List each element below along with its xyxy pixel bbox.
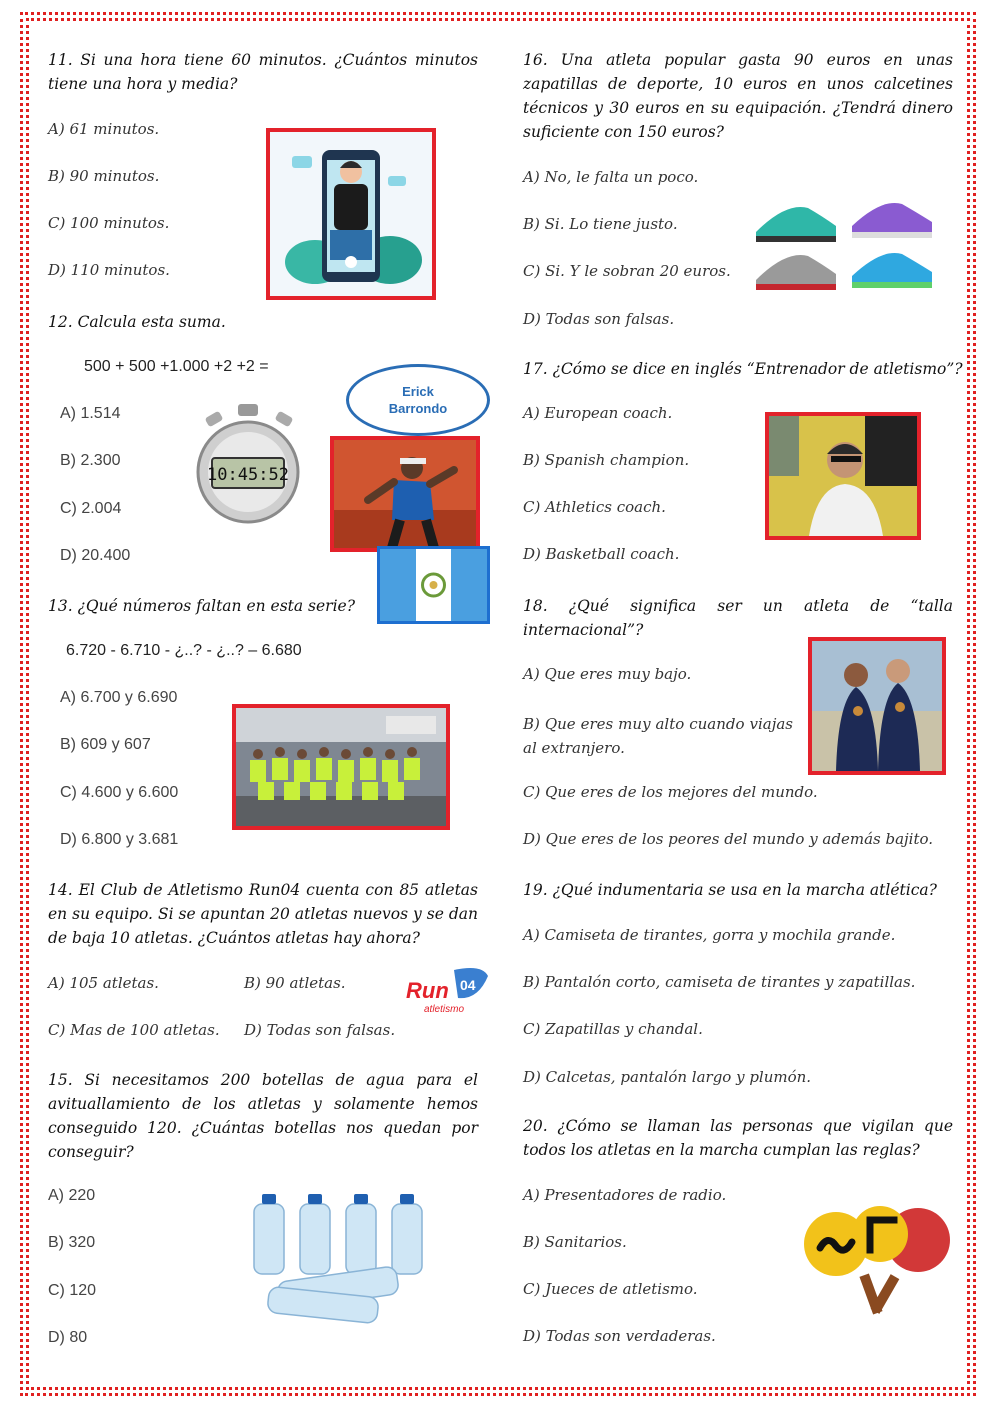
q15-option-d[interactable]: D) 80 (48, 1329, 88, 1346)
q19-option-a[interactable]: A) Camiseta de tirantes, gorra y mochila grande. (523, 926, 896, 944)
q17-option-a[interactable]: A) European coach. (523, 404, 673, 422)
q19-option-b[interactable]: B) Pantalón corto, camiseta de tirantes y zapatillas. (523, 973, 916, 991)
trainer-icon (270, 132, 432, 296)
q17-option-d[interactable]: D) Basketball coach. (523, 545, 680, 563)
svg-text:04: 04 (460, 977, 476, 993)
q15-option-c[interactable]: C) 120 (48, 1282, 97, 1299)
q17-option-c[interactable]: C) Athletics coach. (523, 498, 666, 516)
q18-option-b[interactable]: B) Que eres muy alto cuando viajas al extranjero. (523, 715, 793, 757)
q16-option-a[interactable]: A) No, le falta un poco. (523, 168, 699, 186)
stopwatch-icon (190, 400, 306, 530)
q18-option-a[interactable]: A) Que eres muy bajo. (523, 665, 692, 683)
stopwatch-image (190, 400, 306, 530)
club-logo-icon (402, 962, 492, 1022)
q12-option-a[interactable]: A) 1.514 (60, 405, 121, 422)
flag-icon (380, 549, 487, 621)
judge-paddles-icon (800, 1204, 954, 1320)
team-group-icon (236, 708, 446, 826)
q18-option-d[interactable]: D) Que eres de los peores del mundo y además bajito. (523, 830, 934, 848)
sum-equation: 500 + 500 +1.000 +2 +2 = (84, 358, 269, 375)
q15-option-a[interactable]: A) 220 (48, 1187, 96, 1204)
question-14: 14. El Club de Atletismo Run04 cuenta con 85 atletas en su equipo. Si se apuntan 20 atletas nuevos y se dan de baja 10 atletas. ¿Cuántos atletas hay ahora? (48, 881, 478, 947)
svg-text:atletismo: atletismo (424, 1004, 465, 1015)
question-19: 19. ¿Qué indumentaria se usa en la marcha atlética? (523, 881, 937, 899)
q14-option-d[interactable]: D) Todas son falsas. (244, 1021, 396, 1039)
q14-option-b[interactable]: B) 90 atletas. (244, 974, 346, 992)
question-12: 12. Calcula esta suma. (48, 313, 226, 331)
q12-option-c[interactable]: C) 2.004 (60, 500, 122, 517)
q20-option-b[interactable]: B) Sanitarios. (523, 1233, 627, 1251)
athletes-medal-icon (812, 641, 942, 771)
q19-option-d[interactable]: D) Calcetas, pantalón largo y plumón. (523, 1068, 812, 1086)
q16-option-c[interactable]: C) Si. Y le sobran 20 euros. (523, 262, 731, 280)
bottles-icon (248, 1188, 434, 1328)
q11-option-a[interactable]: A) 61 minutos. (48, 120, 160, 138)
q13-option-a[interactable]: A) 6.700 y 6.690 (60, 689, 178, 706)
runner-icon (334, 440, 476, 548)
q14-option-c[interactable]: C) Mas de 100 atletas. (48, 1021, 220, 1039)
run04-logo (402, 962, 492, 1022)
medal-photo (808, 637, 946, 775)
q20-option-c[interactable]: C) Jueces de atletismo. (523, 1280, 698, 1298)
question-13: 13. ¿Qué números faltan en esta serie? (48, 597, 356, 615)
coach-photo (765, 412, 921, 540)
q16-option-d[interactable]: D) Todas son falsas. (523, 310, 675, 328)
number-series: 6.720 - 6.710 - ¿..? - ¿..? – 6.680 (66, 642, 302, 659)
water-bottles-image (248, 1188, 434, 1328)
sneakers-icon (752, 196, 938, 300)
question-16: 16. Una atleta popular gasta 90 euros en unas zapatillas de deporte, 10 euros en unos calcetines técnicos y 30 euros en su equipación. ¿Tendrá dinero suficiente con 150 euros? (523, 51, 953, 141)
q15-option-b[interactable]: B) 320 (48, 1234, 96, 1251)
q20-option-a[interactable]: A) Presentadores de radio. (523, 1186, 727, 1204)
q13-option-b[interactable]: B) 609 y 607 (60, 736, 151, 753)
q11-option-b[interactable]: B) 90 minutos. (48, 167, 160, 185)
stopwatch-display: 10:45:52 (207, 465, 289, 485)
question-11: 11. Si una hora tiene 60 minutos. ¿Cuántos minutos tiene una hora y media? (48, 51, 478, 93)
q20-option-d[interactable]: D) Todas son verdaderas. (523, 1327, 716, 1345)
q17-option-b[interactable]: B) Spanish champion. (523, 451, 690, 469)
judge-paddles-image (800, 1204, 954, 1320)
question-20: 20. ¿Cómo se llaman las personas que vigilan que todos los atletas en la marcha cumplan las reglas? (523, 1117, 953, 1159)
athlete-name: Erick Barrondo (388, 384, 448, 416)
sneakers-image (752, 196, 938, 300)
q13-option-c[interactable]: C) 4.600 y 6.600 (60, 784, 179, 801)
fitness-illustration (266, 128, 436, 300)
guatemala-flag (377, 546, 490, 624)
q16-option-b[interactable]: B) Si. Lo tiene justo. (523, 215, 678, 233)
question-15: 15. Si necesitamos 200 botellas de agua para el avituallamiento de los atletas y solamente hemos conseguido 120. ¿Cuántas botellas nos quedan por conseguir? (48, 1071, 478, 1161)
team-photo (232, 704, 450, 830)
svg-text:Run: Run (406, 978, 449, 1003)
q13-option-d[interactable]: D) 6.800 y 3.681 (60, 831, 179, 848)
question-18: 18. ¿Qué significa ser un atleta de “talla internacional”? (523, 597, 953, 639)
q19-option-c[interactable]: C) Zapatillas y chandal. (523, 1020, 703, 1038)
q12-option-b[interactable]: B) 2.300 (60, 452, 121, 469)
q18-option-c[interactable]: C) Que eres de los mejores del mundo. (523, 783, 818, 801)
question-17: 17. ¿Cómo se dice en inglés “Entrenador de atletismo”? (523, 360, 963, 378)
q12-option-d[interactable]: D) 20.400 (60, 547, 131, 564)
q11-option-c[interactable]: C) 100 minutos. (48, 214, 170, 232)
name-bubble (346, 364, 490, 436)
q14-option-a[interactable]: A) 105 atletas. (48, 974, 159, 992)
athlete-photo (330, 436, 480, 552)
q11-option-d[interactable]: D) 110 minutos. (48, 261, 170, 279)
coach-icon (769, 416, 917, 536)
